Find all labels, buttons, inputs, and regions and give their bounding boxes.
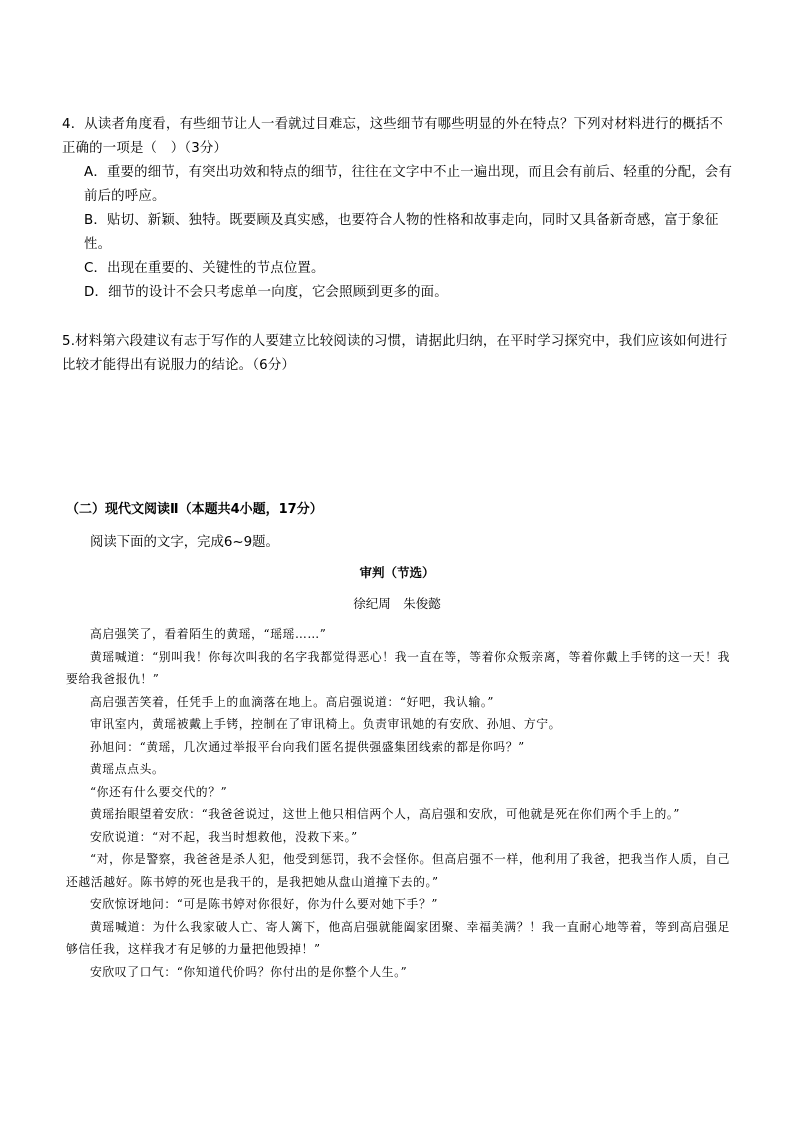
story-paragraph: 黄瑶喊道：“别叫我！你每次叫我的名字我都觉得恶心！我一直在等，等着你众叛亲离，等着你戴上手铐的这一天！我要给我爸报仇！” xyxy=(66,649,730,686)
story-title: 审判（节选） xyxy=(359,565,435,580)
story-paragraph: 安欣惊讶地问：“可是陈书婷对你很好，你为什么要对她下手？” xyxy=(90,897,438,911)
question-4-option-b: B．贴切、新颖、独特。既要顾及真实感，也要符合人物的性格和故事走向，同时又具备新奇感，富于象征性。 xyxy=(84,213,719,252)
section-heading: （二）现代文阅读Ⅱ（本题共4小题，17分） xyxy=(66,502,323,517)
reading-instruction: 阅读下面的文字，完成6~9题。 xyxy=(90,535,279,550)
story-text xyxy=(66,623,730,983)
question-4-option-d: D．细节的设计不会只考虑单一向度，它会照顾到更多的面。 xyxy=(84,285,448,300)
story-paragraph: “你还有什么要交代的？” xyxy=(90,784,228,799)
story-paragraph: 高启强笑了，看着陌生的黄瑶，“瑶瑶……” xyxy=(90,627,327,641)
story-paragraph: 安欣说道：“对不起，我当时想救他，没救下来。” xyxy=(90,829,358,844)
story-paragraph: 安欣叹了口气：“你知道代价吗？你付出的是你整个人生。” xyxy=(90,964,408,979)
story-paragraph: 黄瑶抬眼望着安欣：“我爸爸说过，这世上他只相信两个人，高启强和安欣，可他就是死在你们两个手上的。” xyxy=(90,807,681,821)
question-4-option-a: A．重要的细节，有突出功效和特点的细节，往往在文字中不止一遍出现，而且会有前后、轻重的分配，会有前后的呼应。 xyxy=(84,165,733,204)
story-paragraph: 黄瑶点点头。 xyxy=(90,762,165,776)
question-5-stem: 5.材料第六段建议有志于写作的人要建立比较阅读的习惯，请据此归纳，在平时学习探究中，我们应该如何进行比较才能得出有说服力的结论。（6分） xyxy=(62,334,728,373)
question-4-option-c: C．出现在重要的、关键性的节点位置。 xyxy=(84,261,325,276)
story-paragraph: 黄瑶喊道：为什么我家破人亡、寄人篱下，他高启强就能阖家团聚、幸福美满？！我一直耐心地等着，等到高启强足够信任我，这样我才有足够的力量把他毁掉！” xyxy=(66,919,730,956)
story-author: 徐纪周 朱俊懿 xyxy=(353,596,441,611)
question-4-stem: 4．从读者角度看，有些细节让人一看就过目难忘，这些细节有哪些明显的外在特点？下列对材料进行的概括不正确的一项是（ ）（3分） xyxy=(62,117,724,156)
story-paragraph: “对，你是警察，我爸爸是杀人犯，他受到惩罚，我不会怪你。但高启强不一样，他利用了我爸，把我当作人质，自己还越活越好。陈书婷的死也是我干的，是我把她从盘山道撞下去的。” xyxy=(66,852,730,889)
story-paragraph: 审讯室内，黄瑶被戴上手铐，控制在了审讯椅上。负责审讯她的有安欣、孙旭、方宁。 xyxy=(90,717,562,731)
story-paragraph: 高启强苦笑着，任凭手上的血滴落在地上。高启强说道：“好吧，我认输。” xyxy=(90,694,495,709)
story-paragraph: 孙旭问：“黄瑶，几次通过举报平台向我们匿名提供强盛集团线索的都是你吗？” xyxy=(90,739,525,754)
